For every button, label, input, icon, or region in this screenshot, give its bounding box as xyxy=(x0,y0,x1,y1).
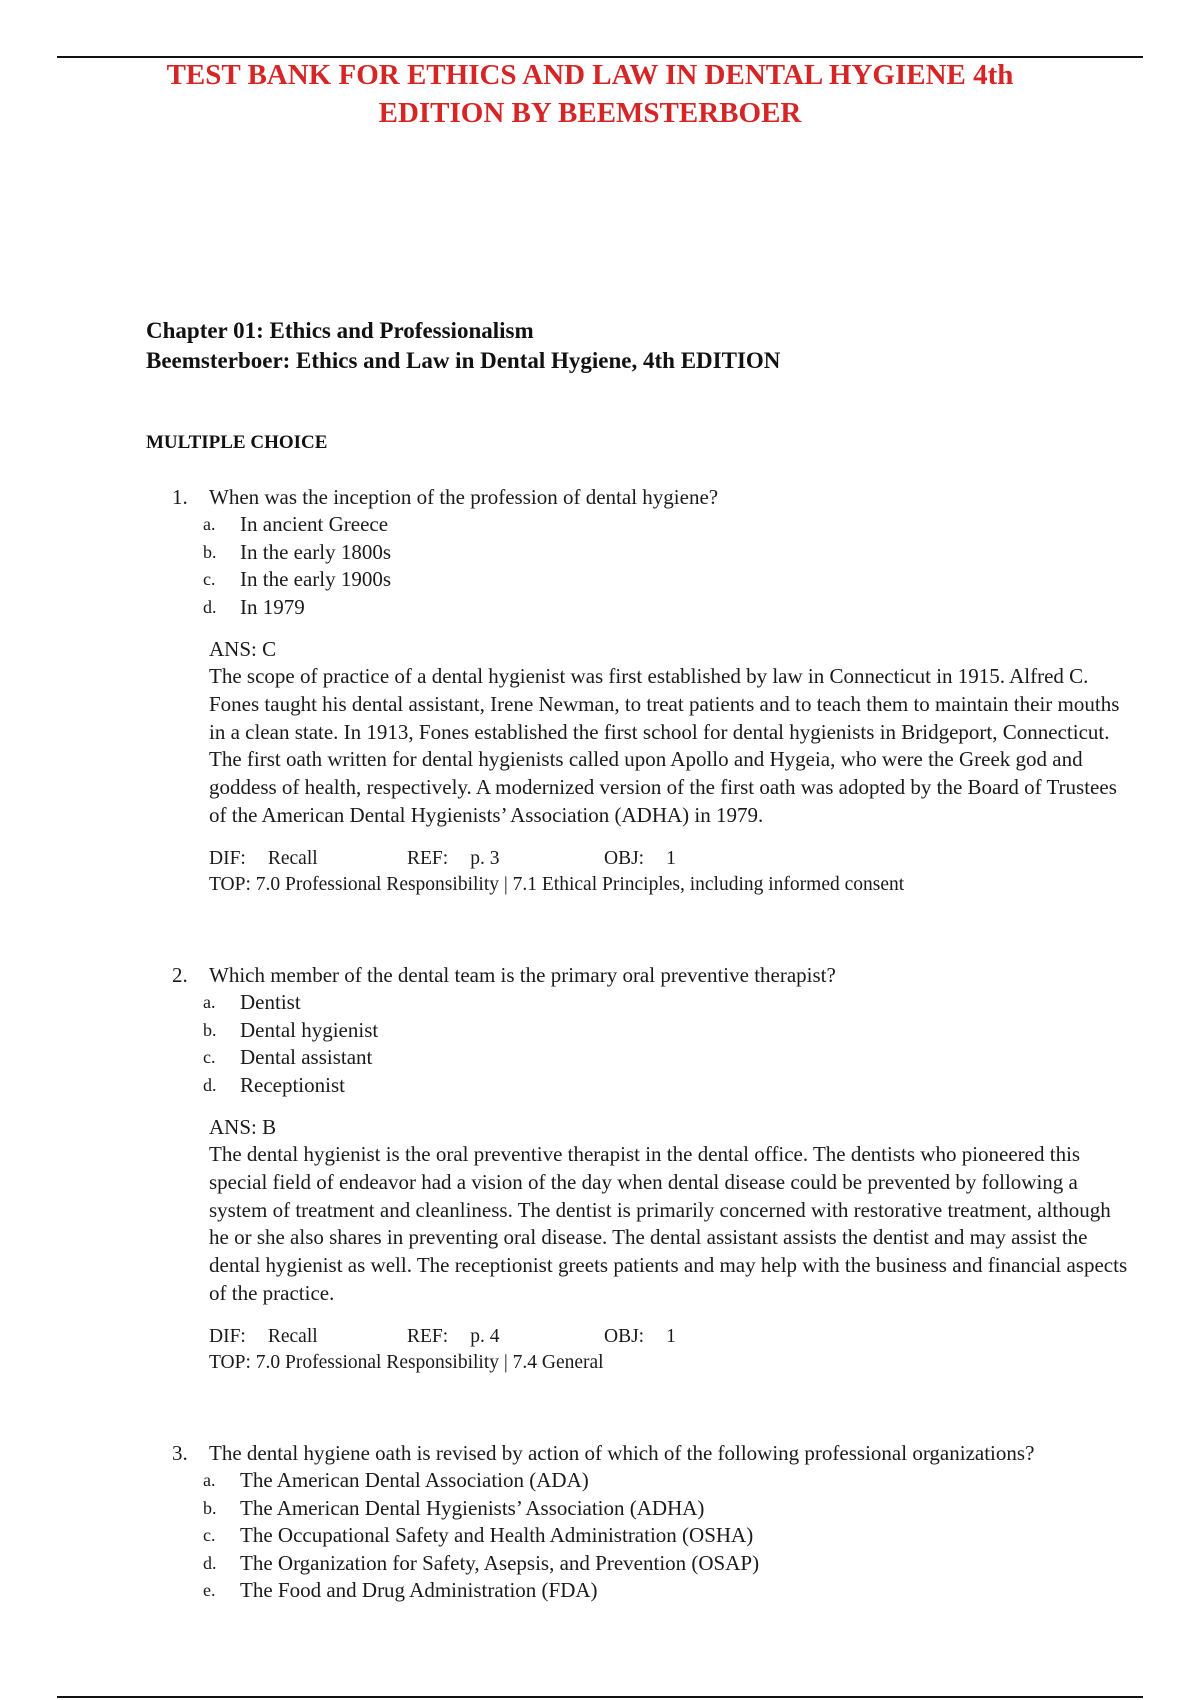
meta-row xyxy=(209,846,1132,872)
choice-letter: e. xyxy=(203,1580,216,1600)
choice-c xyxy=(203,566,1132,594)
choice-letter: d. xyxy=(203,596,217,617)
question-stem xyxy=(172,1439,1132,1467)
choice-letter: b. xyxy=(203,541,217,562)
choice-text: The Organization for Safety, Asepsis, and Prevention (OSAP) xyxy=(240,1550,760,1575)
choice-text: In ancient Greece xyxy=(240,512,389,536)
rationale: The dental hygienist is the oral preventive therapist in the dental office. The dentists who pioneered this special field of endeavor had a vision of the day when dental disease could be prevented by following a system of treatment and cleanliness. The dentist is primarily concerned with restorative treatment, although he or she also shares in preventing oral disease. The dental assistant assists the dentist and may assist the dental hygienist as well. The receptionist greets patients and may help with the business and financial aspects of the practice. xyxy=(209,1142,1128,1305)
choice-text: Dentist xyxy=(240,990,301,1014)
chapter-title: Chapter 01: Ethics and Professionalism xyxy=(146,318,534,343)
choice-b xyxy=(203,539,1132,567)
question-3 xyxy=(172,1439,1132,1605)
choice-a xyxy=(203,989,1132,1017)
topic: TOP: 7.0 Professional Responsibility | 7.4 General xyxy=(209,1351,604,1373)
section-heading: MULTIPLE CHOICE xyxy=(146,432,328,453)
choice-letter: a. xyxy=(203,514,216,534)
choice-letter: c. xyxy=(203,1525,216,1545)
choice-b xyxy=(203,1495,1132,1523)
choice-text: In the early 1900s xyxy=(240,567,392,591)
choice-a xyxy=(203,511,1132,539)
choice-text: Receptionist xyxy=(240,1072,345,1097)
question-number: 1. xyxy=(172,485,188,509)
choice-c xyxy=(203,1044,1132,1072)
choice-d xyxy=(203,594,1132,622)
choice-text: In 1979 xyxy=(240,594,305,619)
choice-text: The Occupational Safety and Health Administration (OSHA) xyxy=(240,1523,754,1547)
choice-list xyxy=(172,511,1132,621)
book-title: Beemsterboer: Ethics and Law in Dental Hygiene, 4th EDITION xyxy=(146,348,781,373)
objective: OBJ: 1 xyxy=(604,1325,676,1347)
question-text: Which member of the dental team is the primary oral preventive therapist? xyxy=(209,963,836,987)
choice-a xyxy=(203,1467,1132,1495)
choice-list xyxy=(172,1467,1132,1605)
answer-block xyxy=(209,635,1132,898)
choice-text: The American Dental Association (ADA) xyxy=(240,1468,589,1492)
question-stem xyxy=(172,483,1132,511)
choice-letter: a. xyxy=(203,992,216,1012)
question-1 xyxy=(172,483,1132,898)
answer-block xyxy=(209,1113,1132,1376)
choice-letter: c. xyxy=(203,569,216,589)
choice-list xyxy=(172,989,1132,1099)
question-number: 3. xyxy=(172,1441,188,1465)
answer-key: ANS: C xyxy=(209,637,277,661)
choice-text: Dental hygienist xyxy=(240,1017,379,1042)
title-line-1: TEST BANK FOR ETHICS AND LAW IN DENTAL HYGIENE 4th xyxy=(166,59,1014,91)
choice-c xyxy=(203,1522,1132,1550)
question-2 xyxy=(172,961,1132,1376)
choice-text: Dental assistant xyxy=(240,1045,373,1069)
reference: REF: p. 4 xyxy=(407,1325,500,1347)
reference: REF: p. 3 xyxy=(407,847,500,869)
choice-letter: d. xyxy=(203,1552,217,1573)
choice-d xyxy=(203,1072,1132,1100)
question-text: When was the inception of the profession of dental hygiene? xyxy=(209,485,719,509)
question-number: 2. xyxy=(172,963,188,987)
choice-b xyxy=(203,1017,1132,1045)
title-line-2: EDITION BY BEEMSTERBOER xyxy=(378,97,802,129)
chapter-heading xyxy=(146,316,780,376)
choice-letter: a. xyxy=(203,1470,216,1490)
bottom-rule xyxy=(57,1696,1143,1698)
choice-text: The Food and Drug Administration (FDA) xyxy=(240,1578,598,1602)
topic: TOP: 7.0 Professional Responsibility | 7.1 Ethical Principles, including informed consent xyxy=(209,873,905,895)
choice-e xyxy=(203,1577,1132,1605)
answer-key: ANS: B xyxy=(209,1115,277,1139)
choice-letter: b. xyxy=(203,1497,217,1518)
choice-text: In the early 1800s xyxy=(240,539,392,564)
meta-row xyxy=(209,1324,1132,1350)
choice-letter: d. xyxy=(203,1074,217,1095)
question-stem xyxy=(172,961,1132,989)
choice-letter: c. xyxy=(203,1047,216,1067)
choice-text: The American Dental Hygienists’ Association (ADHA) xyxy=(240,1495,705,1520)
document-title xyxy=(60,56,1120,132)
choice-letter: b. xyxy=(203,1019,217,1040)
difficulty: DIF: Recall xyxy=(209,1325,318,1347)
difficulty: DIF: Recall xyxy=(209,847,318,869)
objective: OBJ: 1 xyxy=(604,847,676,869)
rationale: The scope of practice of a dental hygienist was first established by law in Connecticut in 1915. Alfred C. Fones taught his dental assistant, Irene Newman, to treat patients and to teach them to maintain their mouths in a clean state. In 1913, Fones established the first school for dental hygienists in Bridgeport, Connecticut. The first oath written for dental hygienists called upon Apollo and Hygeia, who were the Greek god and goddess of health, respectively. A modernized version of the first oath was adopted by the Board of Trustees of the American Dental Hygienists’ Association (ADHA) in 1979. xyxy=(209,664,1120,827)
choice-d xyxy=(203,1550,1132,1578)
question-text: The dental hygiene oath is revised by action of which of the following professional organizations? xyxy=(209,1441,1035,1465)
